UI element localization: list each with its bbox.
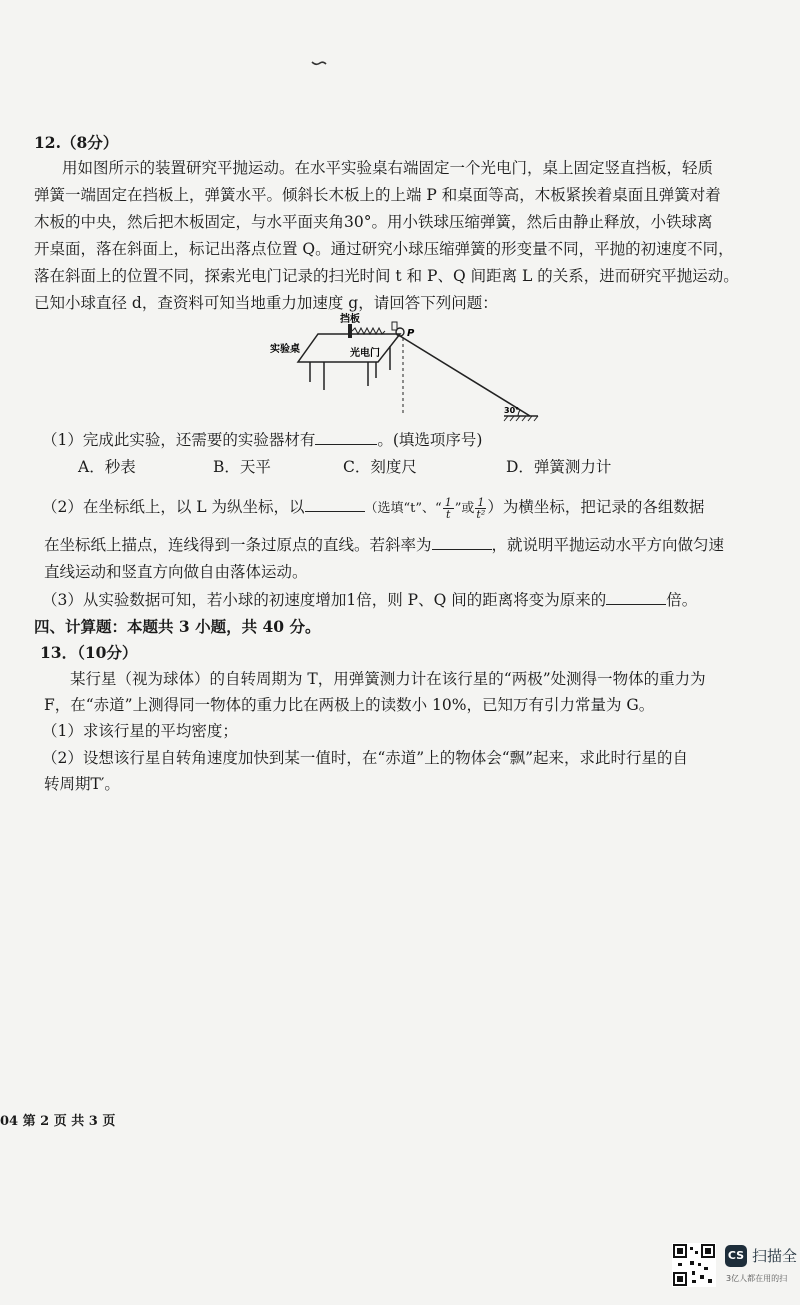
label-angle: 30° <box>504 406 520 415</box>
label-photogate: 光电门 <box>350 348 380 359</box>
q12-sub1-text: （1）完成此实验，还需要的实验器材有 <box>42 431 316 449</box>
option-b: B．天平 <box>213 458 271 476</box>
q13-paragraph-line-1: 某行星（视为球体）的自转周期为 T，用弹簧测力计在该行星的“两极”处测得一物体的重力为 <box>70 670 706 688</box>
q13-sub2-line-1: （2）设想该行星自转角速度加快到某一值时，在“赤道”上的物体会“飘”起来，求此时行星的自 <box>42 749 689 767</box>
q12-sub2-slope-post: ，就说明平抛运动水平方向做匀速 <box>491 536 725 554</box>
fraction-one-over-t-squared: $\frac{1}{\text{t²}}$ <box>476 495 486 521</box>
q12-sub3-blank[interactable] <box>606 588 666 605</box>
section-4-heading: 四、计算题：本题共 3 小题，共 40 分。 <box>34 617 321 636</box>
qr-code <box>672 1243 716 1287</box>
q13-header: 13．（10分） <box>40 643 138 662</box>
option-d: D．弹簧测力计 <box>506 458 612 476</box>
q12-sub2-choice-mid: ”或 <box>454 501 475 516</box>
photogate <box>392 322 397 330</box>
q12-paragraph-line-1: 用如图所示的装置研究平抛运动。在水平实验桌右端固定一个光电门，桌上固定竖直挡板，轻质 <box>62 159 714 177</box>
q12-sub2-line-3: 直线运动和竖直方向做自由落体运动。 <box>44 563 308 581</box>
q12-sub2-slope-blank[interactable] <box>432 533 492 550</box>
q12-paragraph-line-5: 落在斜面上的位置不同，探索光电门记录的扫光时间 t 和 P、Q 间距离 L 的关系，进而研究平抛运动。 <box>34 267 739 285</box>
q12-sub3-post: 倍。 <box>666 591 698 609</box>
spring <box>352 328 385 334</box>
page-footer: 04 第 2 页 共 3 页 <box>0 1114 116 1129</box>
q12-sub1-answer-blank[interactable] <box>315 428 377 445</box>
q12-paragraph-line-2: 弹簧一端固定在挡板上，弹簧水平。倾斜长木板上的上端 P 和桌面等高，木板紧挨着桌面且弹簧对着 <box>34 186 721 204</box>
fraction-one-over-t: $\frac{1}{t}$ <box>444 495 452 521</box>
q12-sub1 <box>42 428 766 452</box>
q13-paragraph-line-2: F，在“赤道”上测得同一物体的重力比在两极上的读数小 10%，已知万有引力常量为 G。 <box>44 696 655 714</box>
option-a: A．秒表 <box>78 458 136 476</box>
q12-sub2-axis-blank[interactable] <box>305 495 365 512</box>
q12-sub2-choice-open: （选填“t”、“ <box>364 501 442 516</box>
baffle <box>348 324 352 338</box>
q12-sub2-choice-close: ）为横坐标，把记录的各组数据 <box>487 498 705 516</box>
q12-sub2-pre: （2）在坐标纸上，以 L 为纵坐标，以 <box>42 498 305 516</box>
q12-paragraph-line-4: 开桌面，落在斜面上，标记出落点位置 Q。通过研究小球压缩弹簧的形变量不同，平抛的初速度不同， <box>34 240 734 258</box>
camscanner-slogan: 3亿人都在用的扫 <box>726 1274 788 1283</box>
q12-sub3 <box>42 588 766 612</box>
q12-sub3-pre: （3）从实验数据可知，若小球的初速度增加1倍，则 P、Q 间的距离将变为原来的 <box>42 591 607 609</box>
q12-header: 12.（8分） <box>34 133 119 152</box>
q13-sub2-line-2: 转周期T′。 <box>44 775 120 793</box>
q12-sub2-line-1 <box>42 492 766 524</box>
camscanner-logo: CS <box>725 1245 747 1267</box>
q12-paragraph-line-6: 已知小球直径 d，查资料可知当地重力加速度 g，请回答下列问题： <box>34 294 498 312</box>
label-table: 实验桌 <box>270 344 300 355</box>
incline-board <box>400 336 530 416</box>
experiment-figure <box>268 312 548 424</box>
label-point-p: P <box>407 328 415 339</box>
scan-mark <box>310 58 328 68</box>
label-baffle: 挡板 <box>340 314 360 325</box>
q13-sub1: （1）求该行星的平均密度； <box>42 722 238 740</box>
table-top <box>298 334 400 362</box>
q12-sub2-slope-pre: 在坐标纸上描点，连线得到一条过原点的直线。若斜率为 <box>44 536 432 554</box>
q12-sub2-line-2 <box>44 533 766 557</box>
camscanner-name: 扫描全 <box>752 1247 798 1265</box>
q12-sub1-suffix: 。(填选项序号) <box>377 431 483 449</box>
option-c: C．刻度尺 <box>343 458 417 476</box>
q12-paragraph-line-3: 木板的中央，然后把木板固定，与水平面夹角30°。用小铁球压缩弹簧，然后由静止释放，小铁球离 <box>34 213 713 231</box>
